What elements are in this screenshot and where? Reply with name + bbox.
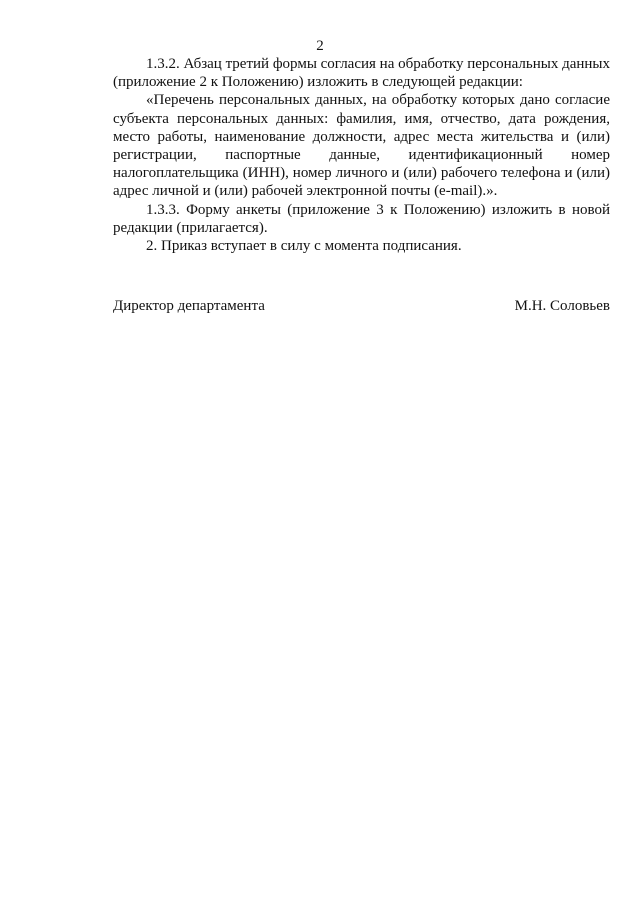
paragraph-1-3-3: 1.3.3. Форму анкеты (приложение 3 к Положению) изложить в новой редакции (прилагается). (113, 201, 610, 236)
page-number: 2 (316, 38, 324, 54)
paragraph-personal-data-list: «Перечень персональных данных, на обработку которых дано согласие субъекта персональных данных: фамилия, имя, отчество, дата рождения, место работы, наименование должности, адрес места жительства и (или) регистрации, паспортные данные, идентификационный номер налогоплательщика (ИНН), номер личного и (или) рабочего телефона и (или) адрес личной и (или) рабочей электронной почты (e-mail).». (113, 92, 610, 200)
paragraph-1-3-2: 1.3.2. Абзац третий формы согласия на обработку персональных данных (приложение 2 к Положению) изложить в следующей редакции: (113, 56, 610, 91)
document-body (113, 55, 610, 255)
paragraph-effective-date: 2. Приказ вступает в силу с момента подписания. (146, 238, 462, 255)
signatory-title: Директор департамента (113, 298, 265, 314)
signatory-name: М.Н. Соловьев (514, 298, 610, 314)
